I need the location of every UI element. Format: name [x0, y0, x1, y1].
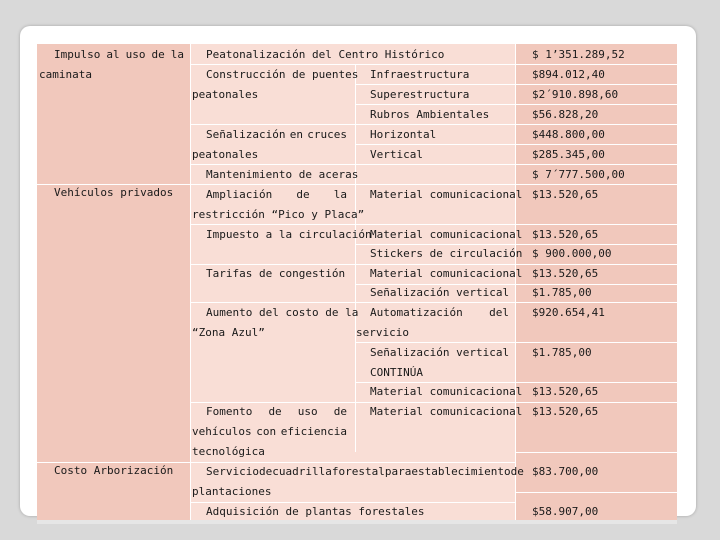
action-17: Servicio de cuadrilla forestal para establecimiento de — [206, 465, 524, 478]
amount-15: $13.520,65 — [532, 385, 599, 398]
sub-9: Stickers de circulación — [370, 247, 523, 260]
sub-3: Rubros Ambientales — [370, 108, 490, 121]
amount-5: $285.345,00 — [532, 148, 605, 161]
action-1b: peatonales — [192, 88, 259, 101]
action-4: Señalización en cruces — [206, 128, 347, 141]
sub-16: Material comunicacional — [370, 405, 523, 418]
sub-2: Superestructura — [370, 88, 470, 101]
cat1-line1: Impulso al uso de la — [54, 48, 184, 61]
sub-12: Automatización del — [370, 306, 509, 319]
sub-7: Material comunicacional — [370, 188, 523, 201]
action-1: Construcción de puentes — [206, 68, 359, 81]
amount-6: $ 7´777.500,00 — [532, 168, 625, 181]
amount-12: $920.654,41 — [532, 306, 605, 319]
action-4b: peatonales — [192, 148, 259, 161]
action-12: Aumento del costo de la — [206, 306, 359, 319]
amount-18: $58.907,00 — [532, 505, 599, 518]
action-16: Fomento de uso de — [206, 405, 347, 418]
sub-5: Vertical — [370, 148, 423, 161]
action-16b: vehículos con eficiencia — [192, 425, 347, 438]
amount-17: $83.700,00 — [532, 465, 599, 478]
sub-11: Señalización vertical — [370, 286, 510, 299]
sub-12b: servicio — [356, 326, 409, 339]
cat2: Vehículos privados — [54, 186, 174, 199]
amount-2: $2´910.898,60 — [532, 88, 619, 101]
sub-1: Infraestructura — [370, 68, 470, 81]
sub-15: Material comunicacional — [370, 385, 523, 398]
amount-11: $1.785,00 — [532, 286, 592, 299]
sub-14: CONTINÚA — [370, 366, 423, 379]
action-17b: plantaciones — [192, 485, 272, 498]
amount-16: $13.520,65 — [532, 405, 599, 418]
sub-10: Material comunicacional — [370, 267, 523, 280]
action-6: Mantenimiento de aceras — [206, 168, 359, 181]
action-7b: restricción “Pico y Placa” — [192, 208, 365, 221]
amount-0: $ 1’351.289,52 — [532, 48, 625, 61]
cost-table — [37, 44, 677, 524]
sub-4: Horizontal — [370, 128, 437, 141]
shade-cat — [37, 44, 190, 520]
action-0: Peatonalización del Centro Histórico — [206, 48, 445, 61]
cat1-line2: caminata — [39, 68, 92, 81]
sub-8: Material comunicacional — [370, 228, 523, 241]
action-8: Impuesto a la circulación — [206, 228, 372, 241]
sub-13: Señalización vertical — [370, 346, 510, 359]
action-10: Tarifas de congestión — [206, 267, 346, 280]
action-16c: tecnológica — [192, 445, 265, 458]
amount-3: $56.828,20 — [532, 108, 599, 121]
amount-8: $13.520,65 — [532, 228, 599, 241]
amount-4: $448.800,00 — [532, 128, 605, 141]
amount-1: $894.012,40 — [532, 68, 605, 81]
cat3: Costo Arborización — [54, 464, 174, 477]
action-12b: “Zona Azul” — [192, 326, 265, 339]
amount-9: $ 900.000,00 — [532, 247, 612, 260]
amount-10: $13.520,65 — [532, 267, 599, 280]
amount-7: $13.520,65 — [532, 188, 599, 201]
action-7: Ampliación de la — [206, 188, 347, 201]
action-18: Adquisición de plantas forestales — [206, 505, 425, 518]
amount-13: $1.785,00 — [532, 346, 592, 359]
